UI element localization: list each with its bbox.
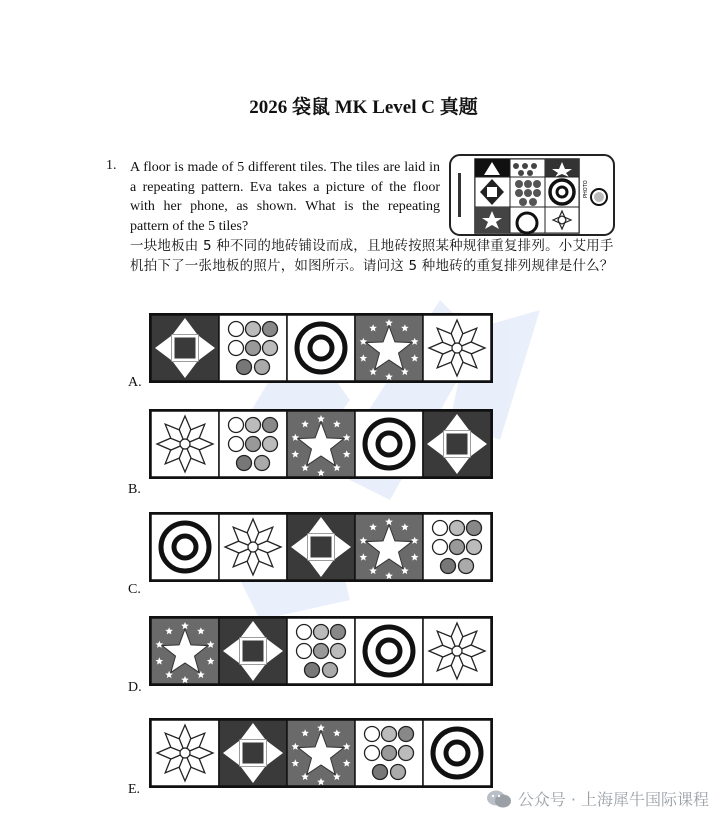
- phone-label: PHOTO: [583, 180, 589, 198]
- tile-star: [287, 411, 355, 477]
- tile-circles: [355, 720, 423, 786]
- tile-arrows: [423, 411, 491, 477]
- tile-flower: [151, 411, 219, 477]
- tile-arrows: [151, 315, 219, 381]
- tile-star: [355, 315, 423, 381]
- tile-flower: [151, 720, 219, 786]
- tile-star: [287, 720, 355, 786]
- option-tiles-strip[interactable]: [149, 616, 493, 686]
- tile-circles: [219, 411, 287, 477]
- tile-arrows: [287, 514, 355, 580]
- tile-circles: [219, 315, 287, 381]
- phone-photo-illustration: [449, 153, 617, 239]
- option-label[interactable]: E.: [128, 782, 141, 797]
- question-text-cn: 一块地板由 5 种不同的地砖铺设而成，且地砖按照某种规律重复排列。小艾用手机拍下了一张地板的照片，如图所示。请问这 5 种地砖的重复排列规律是什么？: [130, 238, 614, 274]
- tile-star: [355, 514, 423, 580]
- tile-arrows: [219, 720, 287, 786]
- footer: [486, 787, 709, 810]
- tile-target: [355, 411, 423, 477]
- option-tiles-strip[interactable]: [149, 409, 493, 479]
- tile-flower: [423, 618, 491, 684]
- option-tiles-strip[interactable]: [149, 313, 493, 383]
- wechat-icon: [486, 789, 512, 809]
- tile-target: [151, 514, 219, 580]
- tile-star: [151, 618, 219, 684]
- tile-flower: [423, 315, 491, 381]
- option-label[interactable]: D.: [128, 680, 142, 695]
- option-tiles-strip[interactable]: [149, 718, 493, 788]
- page-title: 2026 袋鼠 MK Level C 真题: [249, 97, 478, 118]
- tile-arrows: [219, 618, 287, 684]
- tile-circles: [287, 618, 355, 684]
- option-label[interactable]: B.: [128, 482, 141, 497]
- tile-target: [423, 720, 491, 786]
- option-tiles-strip[interactable]: [149, 512, 493, 582]
- question-text-en: A floor is made of 5 different tiles. The tiles are laid in a repeating pattern. Eva takes a picture of the floor with her phone, as shown. What is the repeating pattern of the 5 tiles?: [130, 160, 440, 234]
- tile-target: [355, 618, 423, 684]
- footer-text: 公众号 · 上海犀牛国际课程: [517, 790, 709, 809]
- option-label[interactable]: A.: [128, 375, 142, 390]
- tile-flower: [219, 514, 287, 580]
- question-number: 1.: [106, 158, 117, 173]
- tile-target: [287, 315, 355, 381]
- option-label[interactable]: C.: [128, 582, 141, 597]
- tile-circles: [423, 514, 491, 580]
